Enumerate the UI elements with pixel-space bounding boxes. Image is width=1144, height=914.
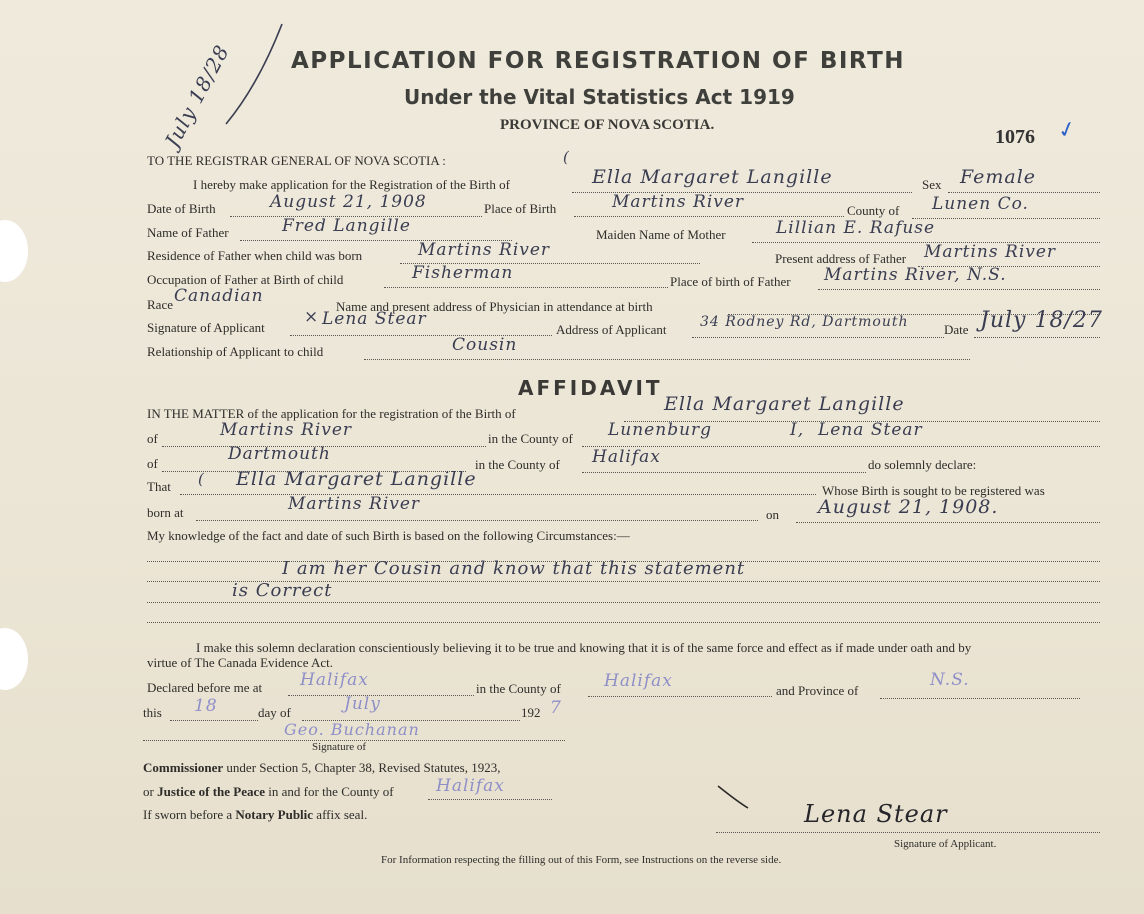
that-bracket: (: [198, 470, 205, 488]
day-value: 18: [194, 696, 218, 716]
signature-value: Lena Stear: [322, 309, 427, 329]
applicant-signature: Lena Stear: [804, 800, 948, 828]
pob-value: Martins River: [612, 192, 745, 212]
year-suffix: 7: [550, 698, 562, 718]
declared-label: Declared before me at: [147, 680, 263, 695]
affidavit-of-place: Martins River: [220, 420, 353, 440]
punch-hole-bottom: [0, 628, 28, 690]
commissioner-text: under Section 5, Chapter 38, Revised Statutes, 1923,: [226, 760, 501, 775]
province-value: N.S.: [930, 670, 970, 690]
affidavit-of-label: of: [147, 431, 158, 446]
justice-bold: Justice of the Peace: [157, 784, 266, 799]
present-address-label: Present address of Father: [775, 251, 907, 266]
notary-prefix: If sworn before a: [143, 807, 233, 822]
mother-label: Maiden Name of Mother: [596, 227, 726, 242]
form-title: APPLICATION FOR REGISTRATION OF BIRTH: [291, 48, 906, 74]
justice-county-value: Halifax: [436, 776, 505, 796]
date-label: Date: [944, 322, 969, 337]
dob-value: August 21, 1908: [270, 192, 427, 212]
affidavit-of2-label: of: [147, 456, 158, 471]
declare-label: do solemnly declare:: [868, 457, 977, 472]
circumstances-line-1: I am her Cousin and know that this statement: [282, 558, 746, 579]
pob-label: Place of Birth: [484, 201, 557, 216]
present-address-value: Martins River: [924, 242, 1057, 262]
registrar-address: TO THE REGISTRAR GENERAL OF NOVA SCOTIA :: [147, 153, 446, 168]
province-heading: PROVINCE OF NOVA SCOTIA.: [500, 117, 715, 133]
father-label: Name of Father: [147, 225, 229, 240]
margin-stroke: [220, 20, 290, 130]
father-birthplace-label: Place of birth of Father: [670, 274, 791, 289]
commissioner-signature: Geo. Buchanan: [284, 720, 420, 739]
declared-county-value: Halifax: [604, 671, 673, 691]
matter-name: Ella Margaret Langille: [664, 393, 905, 415]
affidavit-county: Lunenburg: [608, 420, 713, 440]
circumstances-line-2: is Correct: [232, 580, 333, 601]
that-name: Ella Margaret Langille: [236, 468, 477, 490]
check-mark-icon: ✓: [1055, 116, 1080, 145]
this-label: this: [143, 705, 162, 720]
punch-hole-top: [0, 220, 28, 282]
declarant-name: Lena Stear: [818, 420, 923, 440]
father-value: Fred Langille: [282, 216, 411, 236]
born-at-label: born at: [147, 505, 184, 520]
county-value: Lunen Co.: [932, 194, 1029, 214]
declaration-text-2: virtue of The Canada Evidence Act.: [147, 655, 334, 670]
affidavit-county-label: in the County of: [488, 431, 573, 446]
child-name: Ella Margaret Langille: [592, 166, 833, 188]
that-label: That: [147, 479, 171, 494]
footer-note: For Information respecting the filling out of this Form, see Instructions on the reverse side.: [381, 854, 782, 866]
justice-prefix: or: [143, 784, 154, 799]
address-label: Address of Applicant: [556, 322, 667, 337]
mother-value: Lillian E. Rafuse: [776, 218, 936, 238]
affidavit-heading: AFFIDAVIT: [518, 376, 663, 400]
notary-text: affix seal.: [316, 807, 368, 822]
affidavit-county2-label: in the County of: [475, 457, 560, 472]
address-value: 34 Rodney Rd, Dartmouth: [700, 314, 909, 330]
relationship-label: Relationship of Applicant to child: [147, 344, 324, 359]
county-label: County of: [847, 203, 900, 218]
sex-value: Female: [960, 166, 1037, 188]
sex-label: Sex: [922, 177, 942, 192]
residence-label: Residence of Father when child was born: [147, 248, 363, 263]
date-value: July 18/27: [980, 308, 1103, 333]
whose-birth-label: Whose Birth is sought to be registered was: [822, 483, 1045, 498]
occupation-value: Fisherman: [412, 263, 514, 283]
race-value: Canadian: [174, 286, 264, 306]
affidavit-of2-place: Dartmouth: [228, 444, 331, 464]
declared-at-value: Halifax: [300, 670, 369, 690]
on-label: on: [766, 507, 779, 522]
signature-label: Signature of Applicant: [147, 320, 265, 335]
day-of-label: day of: [258, 705, 291, 720]
affidavit-county2: Halifax: [592, 447, 661, 467]
form-number: 1076: [995, 126, 1035, 148]
knowledge-label: My knowledge of the fact and date of such Birth is based on the following Circumstances:—: [147, 528, 630, 543]
residence-value: Martins River: [418, 240, 551, 260]
declaration-text-1: I make this solemn declaration conscientiously believing it to be true and knowing that it is of the same force and effect as if made under oath and by: [196, 640, 972, 655]
signature-tick-mark: [714, 778, 754, 812]
commissioner-bold: Commissioner: [143, 760, 224, 775]
margin-note: July 18/28: [160, 40, 235, 152]
declarant-prefix: I,: [790, 420, 805, 440]
year-prefix: 192: [521, 705, 541, 720]
father-birthplace-value: Martins River, N.S.: [824, 265, 1007, 285]
relationship-value: Cousin: [452, 335, 518, 355]
province-label: and Province of: [776, 683, 859, 698]
declared-county-label: in the County of: [476, 681, 561, 696]
dob-label: Date of Birth: [147, 201, 216, 216]
bracket-mark: (: [563, 148, 570, 166]
applicant-signature-label: Signature of Applicant.: [894, 838, 997, 850]
occupation-label: Occupation of Father at Birth of child: [147, 272, 344, 287]
race-label: Race: [147, 297, 173, 312]
notary-bold: Notary Public: [235, 807, 314, 822]
justice-text: in and for the County of: [268, 784, 394, 799]
signature-of-label: Signature of: [312, 741, 367, 753]
intro-label: I hereby make application for the Registration of the Birth of: [193, 177, 510, 192]
signature-x-mark: ×: [304, 307, 320, 327]
born-on-value: August 21, 1908.: [818, 496, 999, 518]
physician-label: Name and present address of Physician in attendance at birth: [336, 299, 653, 314]
born-at-value: Martins River: [288, 494, 421, 514]
matter-label: IN THE MATTER of the application for the registration of the Birth of: [147, 406, 516, 421]
month-value: July: [344, 694, 381, 714]
form-subtitle: Under the Vital Statistics Act 1919: [404, 85, 795, 109]
